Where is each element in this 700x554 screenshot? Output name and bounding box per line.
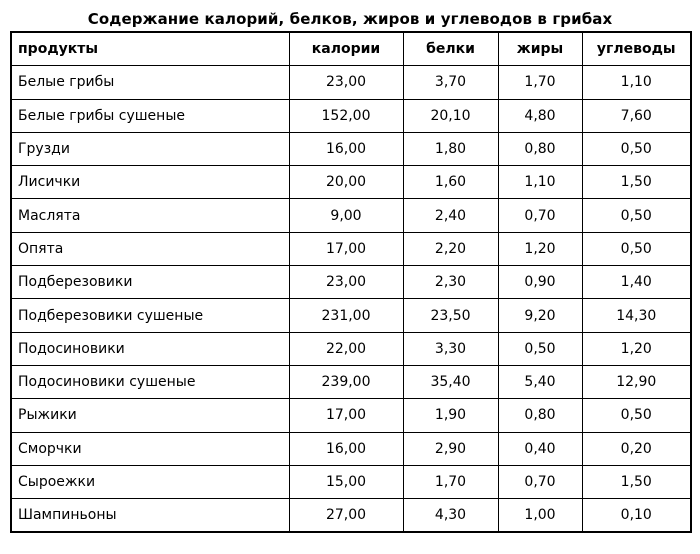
cell-product: Маслята	[11, 199, 289, 232]
cell-protein: 2,20	[403, 232, 498, 265]
cell-fat: 0,70	[498, 199, 582, 232]
cell-carbs: 0,20	[582, 432, 691, 465]
cell-carbs: 1,50	[582, 166, 691, 199]
cell-carbs: 0,10	[582, 499, 691, 533]
cell-carbs: 12,90	[582, 365, 691, 398]
table-row	[11, 499, 691, 533]
cell-protein: 3,70	[403, 66, 498, 99]
cell-product: Лисички	[11, 166, 289, 199]
cell-product: Сморчки	[11, 432, 289, 465]
cell-carbs: 1,50	[582, 465, 691, 498]
cell-fat: 1,10	[498, 166, 582, 199]
cell-product: Подберезовики	[11, 266, 289, 299]
cell-product: Подосиновики	[11, 332, 289, 365]
cell-calories: 17,00	[289, 399, 403, 432]
cell-fat: 4,80	[498, 99, 582, 132]
table-row	[11, 66, 691, 99]
cell-product: Шампиньоны	[11, 499, 289, 533]
table-row	[11, 432, 691, 465]
table-row	[11, 132, 691, 165]
cell-calories: 17,00	[289, 232, 403, 265]
column-header-calories: калории	[289, 32, 403, 66]
cell-fat: 5,40	[498, 365, 582, 398]
table-caption: Содержание калорий, белков, жиров и углеводов в грибах	[87, 10, 613, 28]
cell-fat: 9,20	[498, 299, 582, 332]
cell-carbs: 0,50	[582, 232, 691, 265]
cell-carbs: 0,50	[582, 132, 691, 165]
cell-carbs: 1,20	[582, 332, 691, 365]
cell-calories: 20,00	[289, 166, 403, 199]
table-row	[11, 299, 691, 332]
cell-carbs: 0,50	[582, 399, 691, 432]
table-row	[11, 199, 691, 232]
cell-calories: 16,00	[289, 132, 403, 165]
cell-product: Рыжики	[11, 399, 289, 432]
table-row	[11, 266, 691, 299]
cell-calories: 152,00	[289, 99, 403, 132]
cell-protein: 2,30	[403, 266, 498, 299]
table-row	[11, 465, 691, 498]
cell-calories: 15,00	[289, 465, 403, 498]
cell-product: Опята	[11, 232, 289, 265]
table-row	[11, 99, 691, 132]
cell-product: Белые грибы сушеные	[11, 99, 289, 132]
table-row	[11, 166, 691, 199]
cell-protein: 1,70	[403, 465, 498, 498]
cell-calories: 22,00	[289, 332, 403, 365]
cell-product: Белые грибы	[11, 66, 289, 99]
cell-carbs: 7,60	[582, 99, 691, 132]
cell-calories: 23,00	[289, 66, 403, 99]
column-header-product: продукты	[11, 32, 289, 66]
cell-product: Подберезовики сушеные	[11, 299, 289, 332]
cell-protein: 1,90	[403, 399, 498, 432]
table-row	[11, 365, 691, 398]
cell-product: Сыроежки	[11, 465, 289, 498]
cell-fat: 0,50	[498, 332, 582, 365]
cell-protein: 2,90	[403, 432, 498, 465]
cell-fat: 1,00	[498, 499, 582, 533]
cell-protein: 20,10	[403, 99, 498, 132]
cell-carbs: 0,50	[582, 199, 691, 232]
cell-protein: 1,80	[403, 132, 498, 165]
table-row	[11, 399, 691, 432]
cell-fat: 1,20	[498, 232, 582, 265]
cell-fat: 0,80	[498, 399, 582, 432]
cell-fat: 1,70	[498, 66, 582, 99]
column-header-carbs: углеводы	[582, 32, 691, 66]
header-row	[11, 32, 691, 66]
nutrition-table	[10, 31, 692, 533]
cell-carbs: 1,10	[582, 66, 691, 99]
column-header-fat: жиры	[498, 32, 582, 66]
cell-protein: 1,60	[403, 166, 498, 199]
cell-calories: 16,00	[289, 432, 403, 465]
cell-product: Грузди	[11, 132, 289, 165]
cell-protein: 2,40	[403, 199, 498, 232]
cell-carbs: 1,40	[582, 266, 691, 299]
cell-carbs: 14,30	[582, 299, 691, 332]
cell-fat: 0,80	[498, 132, 582, 165]
cell-fat: 0,70	[498, 465, 582, 498]
cell-calories: 23,00	[289, 266, 403, 299]
cell-protein: 4,30	[403, 499, 498, 533]
cell-calories: 239,00	[289, 365, 403, 398]
cell-fat: 0,40	[498, 432, 582, 465]
cell-calories: 9,00	[289, 199, 403, 232]
cell-protein: 23,50	[403, 299, 498, 332]
cell-product: Подосиновики сушеные	[11, 365, 289, 398]
table-row	[11, 332, 691, 365]
table-body	[11, 66, 691, 533]
cell-fat: 0,90	[498, 266, 582, 299]
cell-calories: 27,00	[289, 499, 403, 533]
cell-protein: 3,30	[403, 332, 498, 365]
cell-calories: 231,00	[289, 299, 403, 332]
column-header-protein: белки	[403, 32, 498, 66]
cell-protein: 35,40	[403, 365, 498, 398]
table-row	[11, 232, 691, 265]
